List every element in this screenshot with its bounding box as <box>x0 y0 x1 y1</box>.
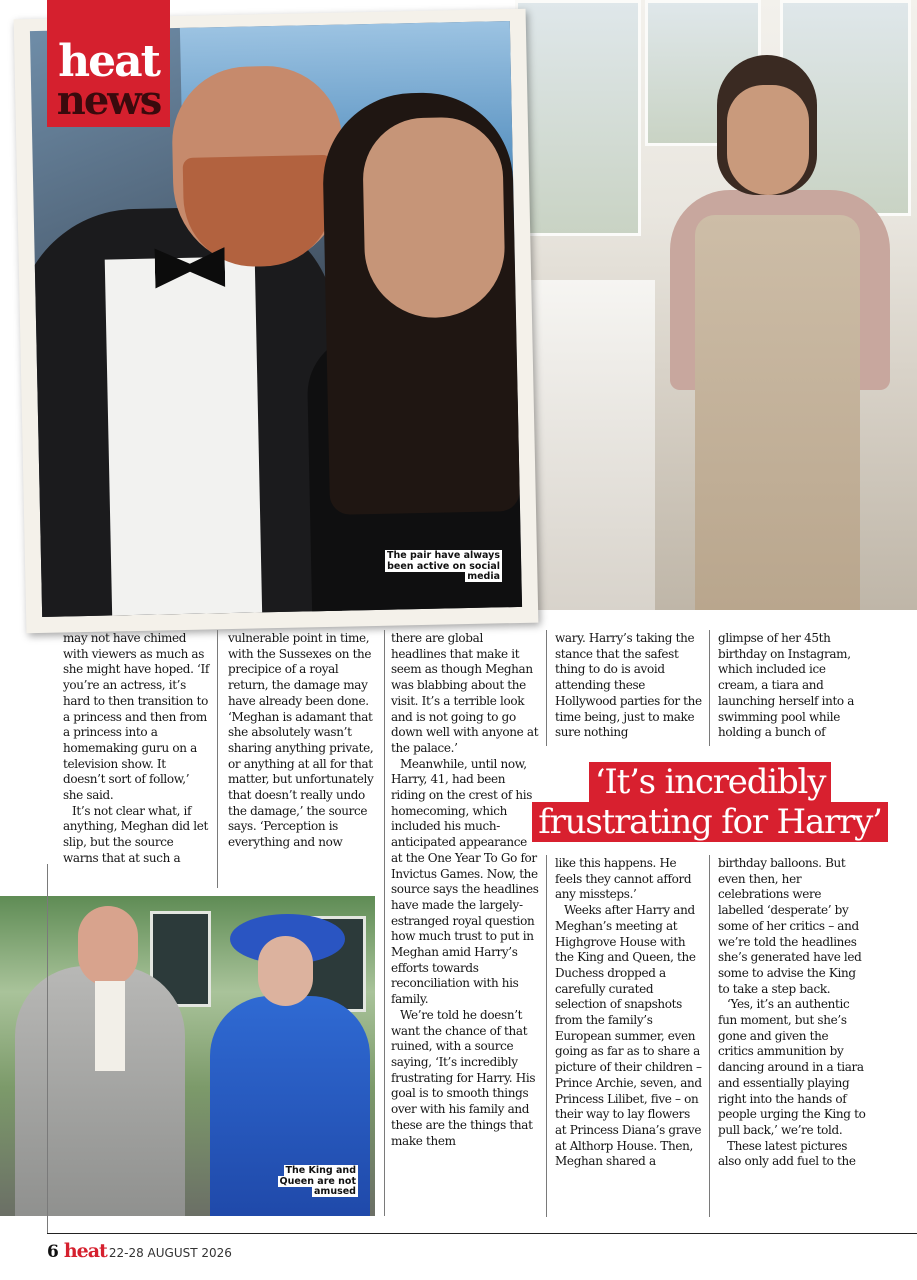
article-column-4-top <box>555 631 703 741</box>
article-column-4-bottom <box>555 856 703 1170</box>
meghan-figure <box>665 40 895 610</box>
margin-rule <box>47 864 48 1233</box>
column-divider <box>546 855 547 1217</box>
footer-brand: heat <box>63 1240 107 1262</box>
article-column-2 <box>228 631 376 851</box>
article-column-5-top <box>718 631 866 741</box>
paragraph: ‘Yes, it’s an authentic fun moment, but she’s gone and given the critics ammunition by dancing around in a tiara and essentially playing right into the hands of people urging the King to pull back,’ we’re told. <box>718 997 866 1137</box>
meghan-kitchen-photo <box>515 0 917 610</box>
logo-word-heat: heat <box>58 36 159 87</box>
issue-date: 22-28 AUGUST 2026 <box>108 1246 232 1260</box>
couple-photo-caption <box>380 551 502 583</box>
column-divider <box>709 855 710 1217</box>
royals-photo-caption <box>258 1166 358 1198</box>
paragraph: birthday balloons. But even then, her celebrations were labelled ‘desperate’ by some of her critics – and we’re told the headlines she’s generated have led some to advise the King to take a step back. <box>718 856 862 996</box>
paragraph: It’s not clear what, if anything, Meghan did let slip, but the source warns that at such a <box>63 803 208 865</box>
pull-quote-line-2: frustrating for Harry’ <box>532 802 888 842</box>
paragraph: wary. Harry’s taking the stance that the safest thing to do is avoid attending these Hollywood parties for the time being, just to make sure nothing <box>555 631 702 740</box>
column-divider <box>546 630 547 746</box>
paragraph: We’re told he doesn’t want the chance of that ruined, with a source saying, ‘It’s incredibly frustrating for Harry. His goal is to smooth things over with his family and these are the things that make them <box>391 1007 536 1148</box>
paragraph: These latest pictures also only add fuel to the <box>718 1138 856 1169</box>
paragraph: there are global headlines that make it seem as though Meghan was blabbing about the visit. It’s a terrible look and is not going to go down well with anyone at the palace.’ <box>391 631 539 755</box>
paragraph: may not have chimed with viewers as much as she might have hoped. ‘If you’re an actress, it’s hard to then transition to a princess and then from a princess into a homemaking guru on a television show. It doesn’t sort of follow,’ she said. <box>63 631 209 803</box>
footer-rule <box>47 1233 917 1234</box>
article-column-3 <box>391 631 539 1149</box>
page-number: 6 <box>47 1242 59 1262</box>
window-pane <box>515 0 641 236</box>
column-divider <box>217 630 218 888</box>
column-divider <box>384 630 385 1216</box>
paragraph: Meanwhile, until now, Harry, 41, had been riding on the crest of his homecoming, which included his much-anticipated appearance at the One Year To Go for Invictus Games. Now, the source says the headlines have made the largely-estranged royal question how much trust to put in Meghan amid Harry’s efforts towards reconciliation with his family. <box>391 756 539 1007</box>
logo-word-news: news <box>56 77 161 124</box>
paragraph: like this happens. He feels they cannot afford any missteps.’ <box>555 856 692 902</box>
article-column-5-bottom <box>718 856 866 1170</box>
column-divider <box>709 630 710 746</box>
pull-quote-line-1: ‘It’s incredibly <box>589 762 831 802</box>
pull-quote <box>517 762 903 842</box>
paragraph: glimpse of her 45th birthday on Instagram, which included ice cream, a tiara and launching herself into a swimming pool while holding a bunch of <box>718 631 855 740</box>
article-column-1 <box>63 631 211 867</box>
royals-caption-text: The King and Queen are not amused <box>279 1165 356 1197</box>
heat-news-logo <box>47 0 170 127</box>
couple-caption-text: The pair have always been active on social media <box>387 550 500 582</box>
paragraph: vulnerable point in time, with the Sussexes on the precipice of a royal return, the damage may have already been done. ‘Meghan is adamant that she absolutely wasn’t sharing anything private, or anything at all for that matter, but unfortunately that doesn’t really undo the damage,’ the source says. ‘Perception is everything and now <box>228 631 374 850</box>
page-footer <box>47 1240 232 1262</box>
paragraph: Weeks after Harry and Meghan’s meeting at Highgrove House with the King and Queen, the Duchess dropped a carefully curated selection of snapshots from the family’s European summer, even going as far as to share a picture of their children – Prince Archie, seven, and Princess Lilibet, five – on their way to lay flowers at Princess Diana’s grave at Althorp House. Then, Meghan shared a <box>555 903 702 1169</box>
